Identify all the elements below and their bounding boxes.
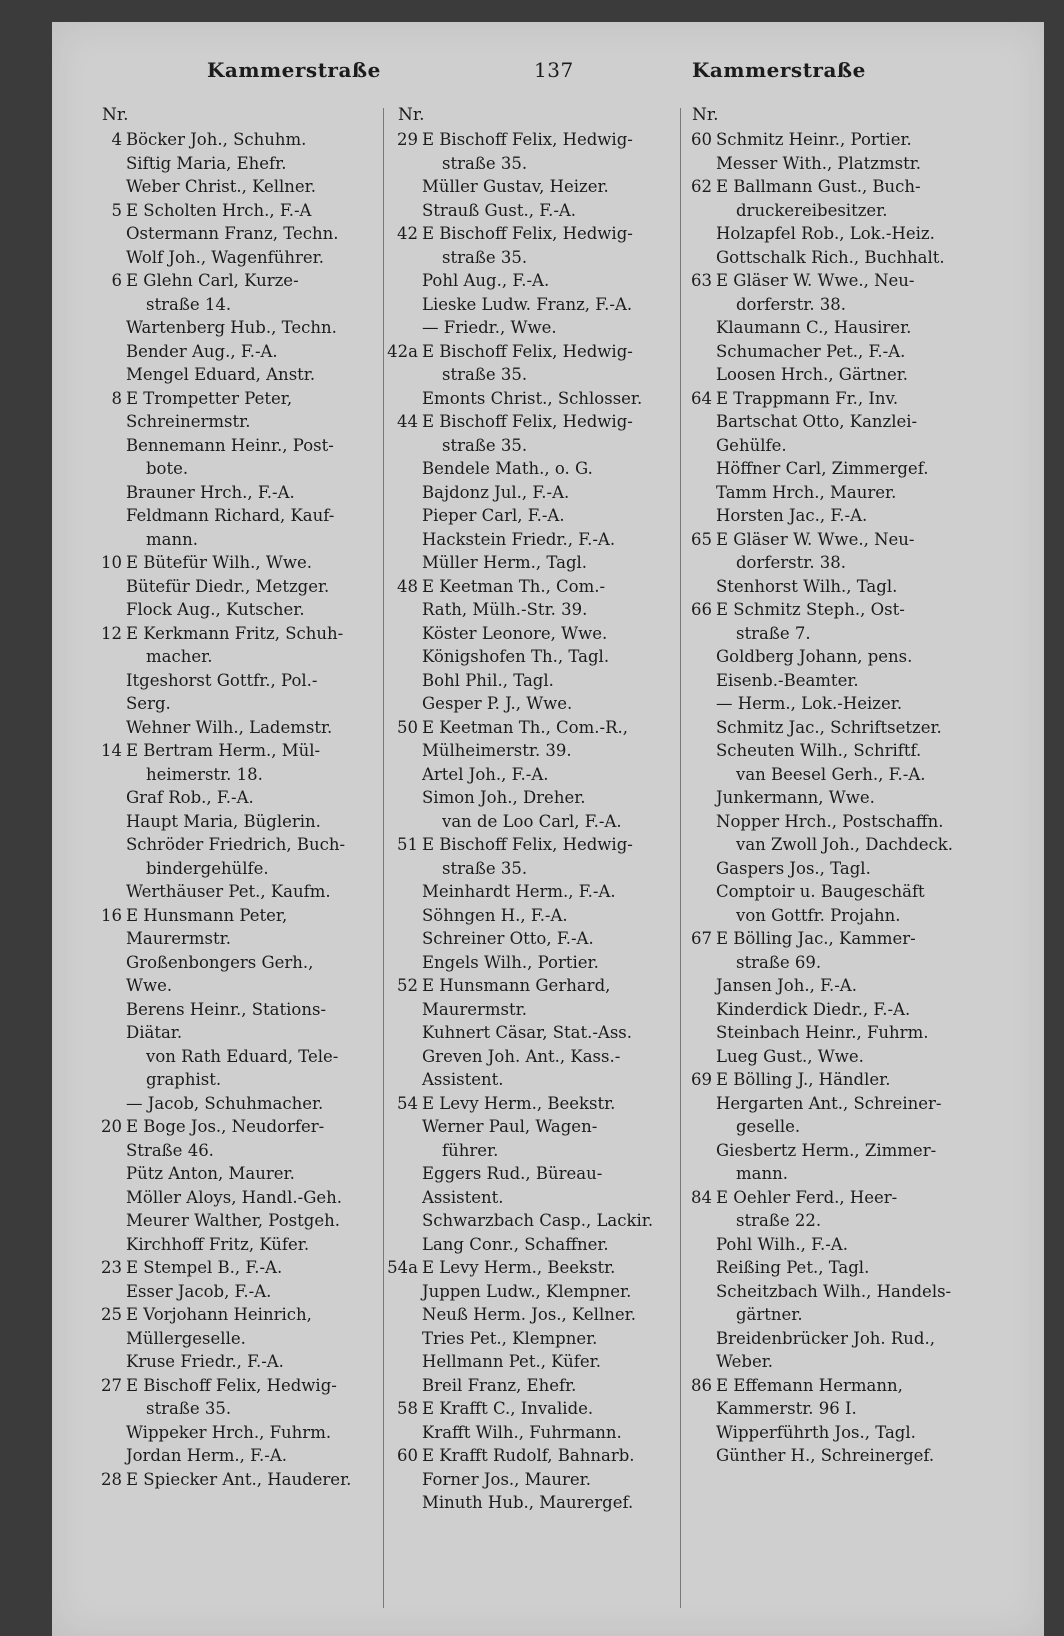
resident-line: Minuth Hub., Maurergef. xyxy=(422,1493,634,1512)
resident-line: straße 14. xyxy=(146,294,232,314)
resident-line: E Keetman Th., Com.-R., xyxy=(422,717,628,737)
resident-line: Schumacher Pet., F.-A. xyxy=(716,341,906,361)
house-number: 25 xyxy=(101,1305,122,1324)
resident-line: Günther H., Schreinergef. xyxy=(716,1446,935,1465)
resident-line: E Kerkmann Fritz, Schuh- xyxy=(126,623,344,643)
resident-line: Bendele Math., o. G. xyxy=(422,459,593,478)
resident-line: Klaumann C., Hausirer. xyxy=(716,318,912,337)
resident-line: E Scholten Hrch., F.-A xyxy=(126,200,312,220)
house-number: 23 xyxy=(101,1258,122,1277)
resident-line: Breidenbrücker Joh. Rud., xyxy=(716,1328,935,1348)
header-street-left: Kammerstraße xyxy=(207,58,381,82)
resident-line: Schmitz Jac., Schriftsetzer. xyxy=(716,717,942,737)
resident-line: van Beesel Gerh., F.-A. xyxy=(736,764,926,784)
resident-line: straße 35. xyxy=(146,1399,232,1418)
resident-line: Köster Leonore, Wwe. xyxy=(422,623,608,643)
resident-line: Assistent. xyxy=(422,1187,504,1207)
resident-line: Comptoir u. Baugeschäft xyxy=(716,882,925,901)
resident-line: Goldberg Johann, pens. xyxy=(716,647,913,666)
house-entry xyxy=(676,528,1024,599)
resident-line: Maurermstr. xyxy=(126,929,231,948)
resident-line: E Bischoff Felix, Hedwig- xyxy=(422,130,633,149)
resident-line: straße 35. xyxy=(442,435,528,455)
resident-line: E Bütefür Wilh., Wwe. xyxy=(126,553,312,572)
resident-line: Bennemann Heinr., Post- xyxy=(126,435,334,455)
resident-line: straße 35. xyxy=(442,247,528,267)
house-entry xyxy=(676,1186,1024,1374)
resident-line: von Rath Eduard, Tele- xyxy=(146,1046,339,1066)
house-number: 65 xyxy=(691,529,712,549)
resident-line: E Keetman Th., Com.- xyxy=(422,576,606,596)
resident-line: heimerstr. 18. xyxy=(146,764,263,784)
resident-line: Wartenberg Hub., Techn. xyxy=(126,318,337,337)
resident-line: Mülheimerstr. 39. xyxy=(422,741,572,760)
house-entry xyxy=(86,269,428,387)
resident-line: Scheuten Wilh., Schriftf. xyxy=(716,741,922,760)
resident-line: Flock Aug., Kutscher. xyxy=(126,600,305,619)
resident-line: Messer With., Platzmstr. xyxy=(716,153,922,173)
house-number: 50 xyxy=(397,717,418,737)
resident-line: Möller Aloys, Handl.-Geh. xyxy=(126,1187,343,1207)
resident-line: E Bölling J., Händler. xyxy=(716,1070,891,1089)
resident-line: Simon Joh., Dreher. xyxy=(422,788,586,807)
resident-line: E Gläser W. Wwe., Neu- xyxy=(716,271,915,290)
house-entry xyxy=(676,1068,1024,1186)
resident-line: Gottschalk Rich., Buchhalt. xyxy=(716,247,945,267)
column-1 xyxy=(86,102,428,1491)
resident-line: Eggers Rud., Büreau- xyxy=(422,1164,603,1183)
resident-line: Krafft Wilh., Fuhrmann. xyxy=(422,1422,622,1442)
resident-line: Emonts Christ., Schlosser. xyxy=(422,388,643,408)
resident-line: E Krafft C., Invalide. xyxy=(422,1399,594,1418)
resident-line: Bütefür Diedr., Metzger. xyxy=(126,576,330,596)
resident-line: Rath, Mülh.-Str. 39. xyxy=(422,600,588,619)
resident-line: Tries Pet., Klempner. xyxy=(422,1328,598,1348)
resident-line: mann. xyxy=(736,1164,788,1183)
resident-line: Schreinermstr. xyxy=(126,412,251,431)
resident-line: Werthäuser Pet., Kaufm. xyxy=(126,882,331,901)
resident-line: Engels Wilh., Portier. xyxy=(422,952,599,972)
resident-line: Strauß Gust., F.-A. xyxy=(422,200,577,220)
resident-line: straße 35. xyxy=(442,858,528,878)
house-number: 14 xyxy=(101,741,122,760)
resident-line: Wehner Wilh., Lademstr. xyxy=(126,717,333,737)
resident-line: bote. xyxy=(146,459,189,478)
resident-line: Jansen Joh., F.-A. xyxy=(716,976,857,995)
house-number: 69 xyxy=(691,1070,712,1089)
house-entry xyxy=(676,1374,1024,1468)
house-number: 66 xyxy=(691,600,712,619)
resident-line: Müllergeselle. xyxy=(126,1328,246,1348)
house-number: 4 xyxy=(111,130,122,149)
resident-line: Kuhnert Cäsar, Stat.-Ass. xyxy=(422,1023,633,1042)
resident-line: führer. xyxy=(442,1140,499,1160)
resident-line: geselle. xyxy=(736,1117,801,1136)
resident-line: Weber. xyxy=(716,1352,774,1371)
resident-line: E Bölling Jac., Kammer- xyxy=(716,929,916,948)
resident-line: straße 69. xyxy=(736,952,822,972)
resident-line: E Glehn Carl, Kurze- xyxy=(126,271,299,290)
resident-line: Schreiner Otto, F.-A. xyxy=(422,929,594,948)
house-entry xyxy=(86,387,428,552)
resident-line: Serg. xyxy=(126,694,171,713)
resident-line: — Friedr., Wwe. xyxy=(422,318,557,337)
house-number: 12 xyxy=(101,623,122,643)
resident-line: Weber Christ., Kellner. xyxy=(126,177,316,196)
resident-line: Steinbach Heinr., Fuhrm. xyxy=(716,1023,929,1042)
house-number: 58 xyxy=(397,1399,418,1418)
resident-line: Neuß Herm. Jos., Kellner. xyxy=(422,1305,636,1324)
house-number: 63 xyxy=(691,271,712,290)
resident-line: Juppen Ludw., Klempner. xyxy=(422,1281,632,1301)
resident-line: Giesbertz Herm., Zimmer- xyxy=(716,1140,937,1160)
house-entry xyxy=(86,1374,428,1468)
resident-line: — Herm., Lok.-Heizer. xyxy=(716,694,903,713)
house-number: 54a xyxy=(387,1258,418,1277)
house-number: 62 xyxy=(691,177,712,196)
resident-line: Königshofen Th., Tagl. xyxy=(422,647,610,666)
resident-line: Bender Aug., F.-A. xyxy=(126,341,278,361)
resident-line: Graf Rob., F.-A. xyxy=(126,788,254,807)
resident-line: Bartschat Otto, Kanzlei- xyxy=(716,412,918,431)
resident-line: E Oehler Ferd., Heer- xyxy=(716,1187,898,1207)
resident-line: Pohl Aug., F.-A. xyxy=(422,271,550,290)
header-street-right: Kammerstraße xyxy=(692,58,866,82)
resident-line: Eisenb.-Beamter. xyxy=(716,670,859,690)
resident-line: Tamm Hrch., Maurer. xyxy=(716,482,897,502)
directory-page xyxy=(52,22,1044,1636)
resident-line: Itgeshorst Gottfr., Pol.- xyxy=(126,670,318,690)
resident-line: Jordan Herm., F.-A. xyxy=(126,1446,287,1465)
resident-line: Horsten Jac., F.-A. xyxy=(716,506,868,525)
resident-line: von Gottfr. Projahn. xyxy=(736,905,901,925)
resident-line: Esser Jacob, F.-A. xyxy=(126,1281,272,1301)
resident-line: E Gläser W. Wwe., Neu- xyxy=(716,529,915,549)
resident-line: Hackstein Friedr., F.-A. xyxy=(422,529,616,549)
house-entry xyxy=(676,598,1024,927)
house-number: 44 xyxy=(397,412,418,431)
house-number: 64 xyxy=(691,388,712,408)
resident-line: Junkermann, Wwe. xyxy=(716,788,875,807)
house-number: 8 xyxy=(111,388,122,408)
resident-line: Pohl Wilh., F.-A. xyxy=(716,1234,848,1254)
resident-line: Wwe. xyxy=(126,976,173,995)
resident-line: E Effemann Hermann, xyxy=(716,1375,903,1395)
resident-line: Loosen Hrch., Gärtner. xyxy=(716,365,909,384)
page-header xyxy=(52,58,1044,98)
resident-line: bindergehülfe. xyxy=(146,858,269,878)
resident-line: Lang Conr., Schaffner. xyxy=(422,1234,609,1254)
resident-line: graphist. xyxy=(146,1070,222,1089)
resident-line: Holzapfel Rob., Lok.-Heiz. xyxy=(716,224,935,243)
resident-line: straße 7. xyxy=(736,623,811,643)
resident-line: Mengel Eduard, Anstr. xyxy=(126,365,316,384)
resident-line: E Levy Herm., Beekstr. xyxy=(422,1258,616,1277)
resident-line: Feldmann Richard, Kauf- xyxy=(126,506,335,525)
resident-line: Kinderdick Diedr., F.-A. xyxy=(716,999,911,1019)
house-entry xyxy=(86,1115,428,1256)
resident-line: E Bischoff Felix, Hedwig- xyxy=(422,412,633,431)
house-entry xyxy=(86,128,428,199)
resident-line: Müller Herm., Tagl. xyxy=(422,553,588,572)
resident-line: Bajdonz Jul., F.-A. xyxy=(422,482,570,502)
resident-line: Lueg Gust., Wwe. xyxy=(716,1046,864,1066)
resident-line: Straße 46. xyxy=(126,1140,214,1160)
house-entry xyxy=(86,904,428,1116)
resident-line: Wolf Joh., Wagenführer. xyxy=(126,247,324,267)
resident-line: Großenbongers Gerh., xyxy=(126,952,314,972)
resident-line: Maurermstr. xyxy=(422,999,527,1019)
house-number: 6 xyxy=(111,271,122,290)
house-entry xyxy=(676,927,1024,1068)
resident-line: E Hunsmann Peter, xyxy=(126,905,288,925)
resident-line: E Trompetter Peter, xyxy=(126,388,293,408)
resident-line: Gaspers Jos., Tagl. xyxy=(716,858,871,878)
page-number: 137 xyxy=(534,58,574,82)
house-entry xyxy=(86,622,428,740)
house-number: 5 xyxy=(111,200,122,220)
house-entry xyxy=(86,739,428,904)
house-number: 54 xyxy=(397,1093,418,1113)
resident-line: Schwarzbach Casp., Lackir. xyxy=(422,1211,654,1230)
resident-line: Gehülfe. xyxy=(716,435,787,455)
resident-line: Assistent. xyxy=(422,1070,504,1089)
column-nr-label: Nr. xyxy=(692,105,719,125)
resident-line: straße 35. xyxy=(442,153,528,173)
resident-line: gärtner. xyxy=(736,1305,803,1324)
resident-line: Brauner Hrch., F.-A. xyxy=(126,482,295,502)
resident-line: Haupt Maria, Büglerin. xyxy=(126,811,321,831)
resident-line: druckereibesitzer. xyxy=(736,200,888,220)
house-entry xyxy=(676,175,1024,269)
resident-line: Artel Joh., F.-A. xyxy=(422,764,549,784)
resident-line: Stenhorst Wilh., Tagl. xyxy=(716,576,898,596)
resident-line: Diätar. xyxy=(126,1023,183,1042)
resident-line: Reißing Pet., Tagl. xyxy=(716,1258,870,1277)
house-entry xyxy=(86,1468,428,1492)
resident-line: mann. xyxy=(146,529,198,549)
house-number: 42a xyxy=(387,341,418,361)
column-nr-label: Nr. xyxy=(102,105,129,125)
resident-line: Siftig Maria, Ehefr. xyxy=(126,153,287,173)
house-number: 84 xyxy=(691,1187,712,1207)
house-entry xyxy=(86,1303,428,1374)
resident-line: Höffner Carl, Zimmergef. xyxy=(716,459,929,478)
resident-line: Hellmann Pet., Küfer. xyxy=(422,1352,601,1371)
resident-line: Werner Paul, Wagen- xyxy=(422,1117,598,1136)
resident-line: Müller Gustav, Heizer. xyxy=(422,177,609,196)
resident-line: Breil Franz, Ehefr. xyxy=(422,1375,577,1395)
resident-line: straße 22. xyxy=(736,1211,822,1230)
resident-line: Meurer Walther, Postgeh. xyxy=(126,1211,340,1230)
resident-line: E Levy Herm., Beekstr. xyxy=(422,1093,616,1113)
resident-line: E Spiecker Ant., Hauderer. xyxy=(126,1469,352,1489)
house-number: 51 xyxy=(397,835,418,854)
house-entry xyxy=(676,269,1024,387)
house-number: 86 xyxy=(691,1375,712,1395)
resident-line: Wipperführth Jos., Tagl. xyxy=(716,1422,916,1442)
resident-line: E Trappmann Fr., Inv. xyxy=(716,388,899,408)
house-number: 42 xyxy=(397,224,418,243)
resident-line: straße 35. xyxy=(442,365,528,384)
resident-line: Söhngen H., F.-A. xyxy=(422,905,568,925)
resident-line: Wippeker Hrch., Fuhrm. xyxy=(126,1422,332,1442)
resident-line: E Bischoff Felix, Hedwig- xyxy=(126,1375,337,1395)
resident-line: E Stempel B., F.-A. xyxy=(126,1258,283,1277)
resident-line: E Bischoff Felix, Hedwig- xyxy=(422,224,633,243)
house-entry xyxy=(676,387,1024,528)
resident-line: Hergarten Ant., Schreiner- xyxy=(716,1093,942,1113)
house-number: 67 xyxy=(691,929,712,948)
resident-line: Kirchhoff Fritz, Küfer. xyxy=(126,1234,310,1254)
resident-line: Schröder Friedrich, Buch- xyxy=(126,835,346,854)
resident-line: Kruse Friedr., F.-A. xyxy=(126,1352,284,1371)
resident-line: Kammerstr. 96 I. xyxy=(716,1399,857,1418)
column-3 xyxy=(676,102,1024,1468)
house-number: 29 xyxy=(397,130,418,149)
resident-line: dorferstr. 38. xyxy=(736,294,847,314)
resident-line: Meinhardt Herm., F.-A. xyxy=(422,882,616,901)
resident-line: E Vorjohann Heinrich, xyxy=(126,1305,312,1324)
resident-line: — Jacob, Schuhmacher. xyxy=(126,1093,324,1113)
house-number: 52 xyxy=(397,976,418,995)
resident-line: Nopper Hrch., Postschaffn. xyxy=(716,811,944,831)
resident-line: Schmitz Heinr., Portier. xyxy=(716,130,912,149)
resident-line: Forner Jos., Maurer. xyxy=(422,1469,591,1489)
house-entry xyxy=(86,199,428,270)
resident-line: E Boge Jos., Neudorfer- xyxy=(126,1117,325,1136)
resident-line: macher. xyxy=(146,647,213,666)
house-number: 28 xyxy=(101,1469,122,1489)
resident-line: Ostermann Franz, Techn. xyxy=(126,224,339,243)
resident-line: van de Loo Carl, F.-A. xyxy=(442,811,622,831)
resident-line: Scheitzbach Wilh., Handels- xyxy=(716,1281,952,1301)
house-entry xyxy=(676,128,1024,175)
resident-line: E Bischoff Felix, Hedwig- xyxy=(422,835,633,854)
resident-line: E Schmitz Steph., Ost- xyxy=(716,600,905,619)
house-number: 10 xyxy=(101,553,122,572)
resident-line: Lieske Ludw. Franz, F.-A. xyxy=(422,294,633,314)
resident-line: Böcker Joh., Schuhm. xyxy=(126,130,307,149)
resident-line: Berens Heinr., Stations- xyxy=(126,999,327,1019)
house-entry xyxy=(86,1256,428,1303)
house-number: 27 xyxy=(101,1375,122,1395)
house-entry xyxy=(86,551,428,622)
resident-line: E Ballmann Gust., Buch- xyxy=(716,177,921,196)
resident-line: Gesper P. J., Wwe. xyxy=(422,694,573,713)
house-number: 48 xyxy=(397,576,418,596)
column-nr-label: Nr. xyxy=(398,105,425,125)
resident-line: Greven Joh. Ant., Kass.- xyxy=(422,1046,621,1066)
house-number: 60 xyxy=(397,1446,418,1465)
resident-line: E Bertram Herm., Mül- xyxy=(126,741,321,760)
house-number: 16 xyxy=(101,905,122,925)
resident-line: van Zwoll Joh., Dachdeck. xyxy=(736,835,954,854)
resident-line: Pütz Anton, Maurer. xyxy=(126,1164,295,1183)
house-number: 20 xyxy=(101,1117,122,1136)
resident-line: Bohl Phil., Tagl. xyxy=(422,670,554,690)
resident-line: Pieper Carl, F.-A. xyxy=(422,506,565,525)
resident-line: E Bischoff Felix, Hedwig- xyxy=(422,341,633,361)
resident-line: E Hunsmann Gerhard, xyxy=(422,976,611,995)
house-number: 60 xyxy=(691,130,712,149)
resident-line: dorferstr. 38. xyxy=(736,553,847,572)
resident-line: E Krafft Rudolf, Bahnarb. xyxy=(422,1446,635,1465)
